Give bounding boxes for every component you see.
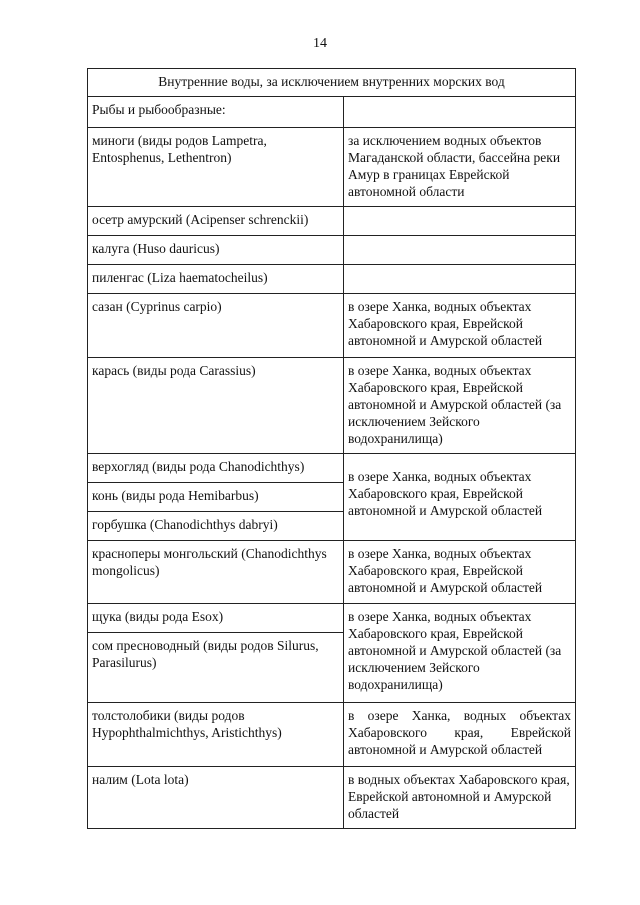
species-table (87, 68, 576, 829)
species-cell: карась (виды рода Carassius) (88, 358, 344, 454)
table-header: Внутренние воды, за исключением внутренних морских вод (88, 69, 576, 97)
species-cell: сом пресноводный (виды родов Silurus, Parasilurus) (88, 633, 344, 703)
table-header-row (88, 69, 576, 97)
species-cell: миноги (виды родов Lampetra, Entosphenus, Lethentron) (88, 128, 344, 207)
species-cell: конь (виды рода Hemibarbus) (88, 483, 344, 512)
species-cell: толстолобики (виды родов Hypophthalmichthys, Aristichthys) (88, 703, 344, 767)
species-cell: верхогляд (виды рода Chanodichthys) (88, 454, 344, 483)
exception-cell (344, 236, 576, 265)
table-row (88, 604, 576, 633)
section-title: Рыбы и рыбообразные: (88, 97, 344, 128)
page-number: 14 (313, 36, 327, 51)
table-row (88, 767, 576, 829)
exception-cell: в озере Ханка, водных объектах Хабаровского края, Еврейской автономной и Амурской областей (344, 454, 576, 541)
species-cell: щука (виды рода Esox) (88, 604, 344, 633)
table-row (88, 207, 576, 236)
exception-cell: в озере Ханка, водных объектах Хабаровского края, Еврейской автономной и Амурской областей (за исключением Зейского водохранилища) (344, 604, 576, 703)
exception-cell (344, 207, 576, 236)
species-cell: налим (Lota lota) (88, 767, 344, 829)
table-row (88, 236, 576, 265)
table-row (88, 265, 576, 294)
exception-cell: в озере Ханка, водных объектах Хабаровского края, Еврейской автономной и Амурской областей (344, 294, 576, 358)
exception-cell (344, 265, 576, 294)
table-row (88, 541, 576, 604)
species-cell: осетр амурский (Acipenser schrenckii) (88, 207, 344, 236)
table-row (88, 128, 576, 207)
exception-cell: за исключением водных объектов Магаданской области, бассейна реки Амур в границах Еврейской автономной области (344, 128, 576, 207)
exception-cell: в озере Ханка, водных объектах Хабаровского края, Еврейской автономной и Амурской областей (344, 703, 576, 767)
species-cell: сазан (Cyprinus carpio) (88, 294, 344, 358)
species-cell: калуга (Huso dauricus) (88, 236, 344, 265)
table-row (88, 454, 576, 483)
exception-cell: в озере Ханка, водных объектах Хабаровского края, Еврейской автономной и Амурской областей (344, 541, 576, 604)
exception-cell: в водных объектах Хабаровского края, Еврейской автономной и Амурской областей (344, 767, 576, 829)
species-cell: красноперы монгольский (Chanodichthys mongolicus) (88, 541, 344, 604)
table-row (88, 358, 576, 454)
species-cell: пиленгас (Liza haematocheilus) (88, 265, 344, 294)
exception-cell: в озере Ханка, водных объектах Хабаровского края, Еврейской автономной и Амурской областей (за исключением Зейского водохранилища) (344, 358, 576, 454)
table-row (88, 97, 576, 128)
species-cell: горбушка (Chanodichthys dabryi) (88, 512, 344, 541)
table-row (88, 703, 576, 767)
table-row (88, 294, 576, 358)
empty-cell (344, 97, 576, 128)
